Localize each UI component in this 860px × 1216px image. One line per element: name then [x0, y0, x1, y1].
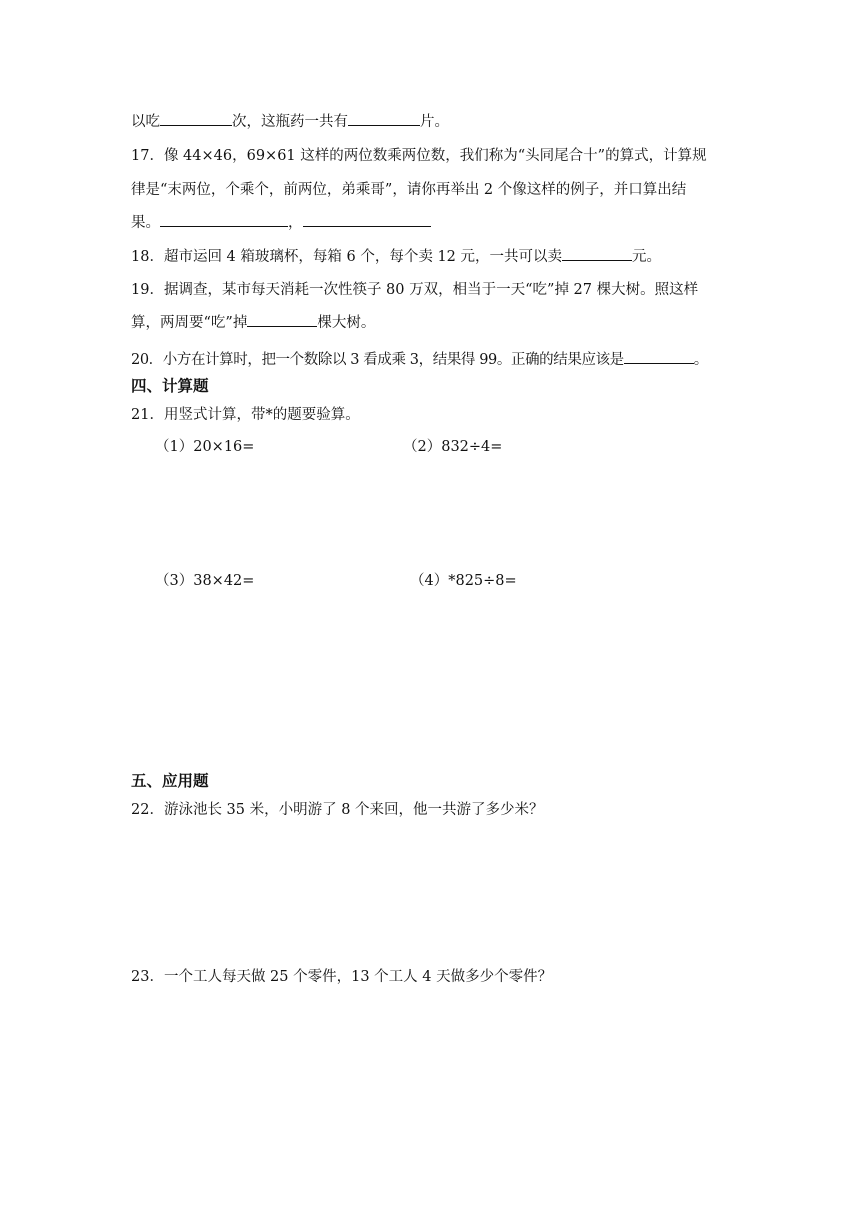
q17-blank-1[interactable] [160, 212, 288, 227]
q21-item-3: （3）38×42= [155, 573, 255, 589]
q16-text-2: 次，这瓶药一共有 [232, 114, 348, 130]
q18-blank[interactable] [562, 246, 632, 261]
q16-text-1: 以吃 [131, 114, 160, 130]
q19-line-2 [131, 312, 375, 333]
q17-separator: ， [288, 215, 303, 231]
section-four-heading: 四、计算题 [131, 377, 209, 395]
q19-line2-prefix: 算，两周要“吃”掉 [131, 315, 248, 331]
q21-prompt: 21．用竖式计算，带*的题要验算。 [131, 407, 360, 423]
q17-line-1: 17．像 44×46，69×61 这样的两位数乘两位数，我们称为“头同尾合十”的算式，计算规 [131, 148, 707, 164]
q20-suffix: 。 [693, 352, 708, 368]
q19-line-1: 19．据调查，某市每天消耗一次性筷子 80 万双，相当于一天“吃”掉 27 棵大树。照这样 [131, 282, 699, 298]
q19-blank[interactable] [247, 312, 317, 327]
q16-blank-1[interactable] [160, 111, 232, 126]
q23-text: 23．一个工人每天做 25 个零件，13 个工人 4 天做多少个零件？ [131, 969, 553, 985]
q18-text: 18．超市运回 4 箱玻璃杯，每箱 6 个，每个卖 12 元，一共可以卖 [131, 249, 563, 265]
q21-work-area-1[interactable] [131, 462, 731, 562]
q17-line3-prefix: 果。 [131, 215, 160, 231]
section-five-heading: 五、应用题 [131, 772, 209, 790]
q19-line2-suffix: 棵大树。 [317, 315, 376, 331]
q20-line [131, 349, 708, 370]
q17-line-3 [131, 212, 431, 233]
q17-line-2: 律是“末两位，个乘个，前两位，弟乘哥”，请你再举出 2 个像这样的例子，并口算出结 [131, 182, 687, 198]
q21-work-area-2[interactable] [131, 596, 731, 756]
q20-text: 20．小方在计算时，把一个数除以 3 看成乘 3，结果得 99。正确的结果应该是 [131, 352, 624, 368]
q20-blank[interactable] [624, 349, 694, 364]
q16-blank-2[interactable] [348, 111, 420, 126]
q16-tail-line [131, 111, 449, 132]
q21-item-2: （2）832÷4= [403, 439, 503, 455]
q22-text: 22．游泳池长 35 米，小明游了 8 个来回，他一共游了多少米？ [131, 802, 544, 818]
q21-item-1: （1）20×16= [155, 439, 255, 455]
q21-item-4: （4）*825÷8= [410, 573, 517, 589]
q23-answer-area[interactable] [131, 993, 731, 1173]
q22-answer-area[interactable] [131, 826, 731, 956]
q18-line [131, 246, 661, 267]
q16-text-3: 片。 [420, 114, 449, 130]
q18-suffix: 元。 [632, 249, 662, 265]
q17-blank-2[interactable] [303, 212, 431, 227]
